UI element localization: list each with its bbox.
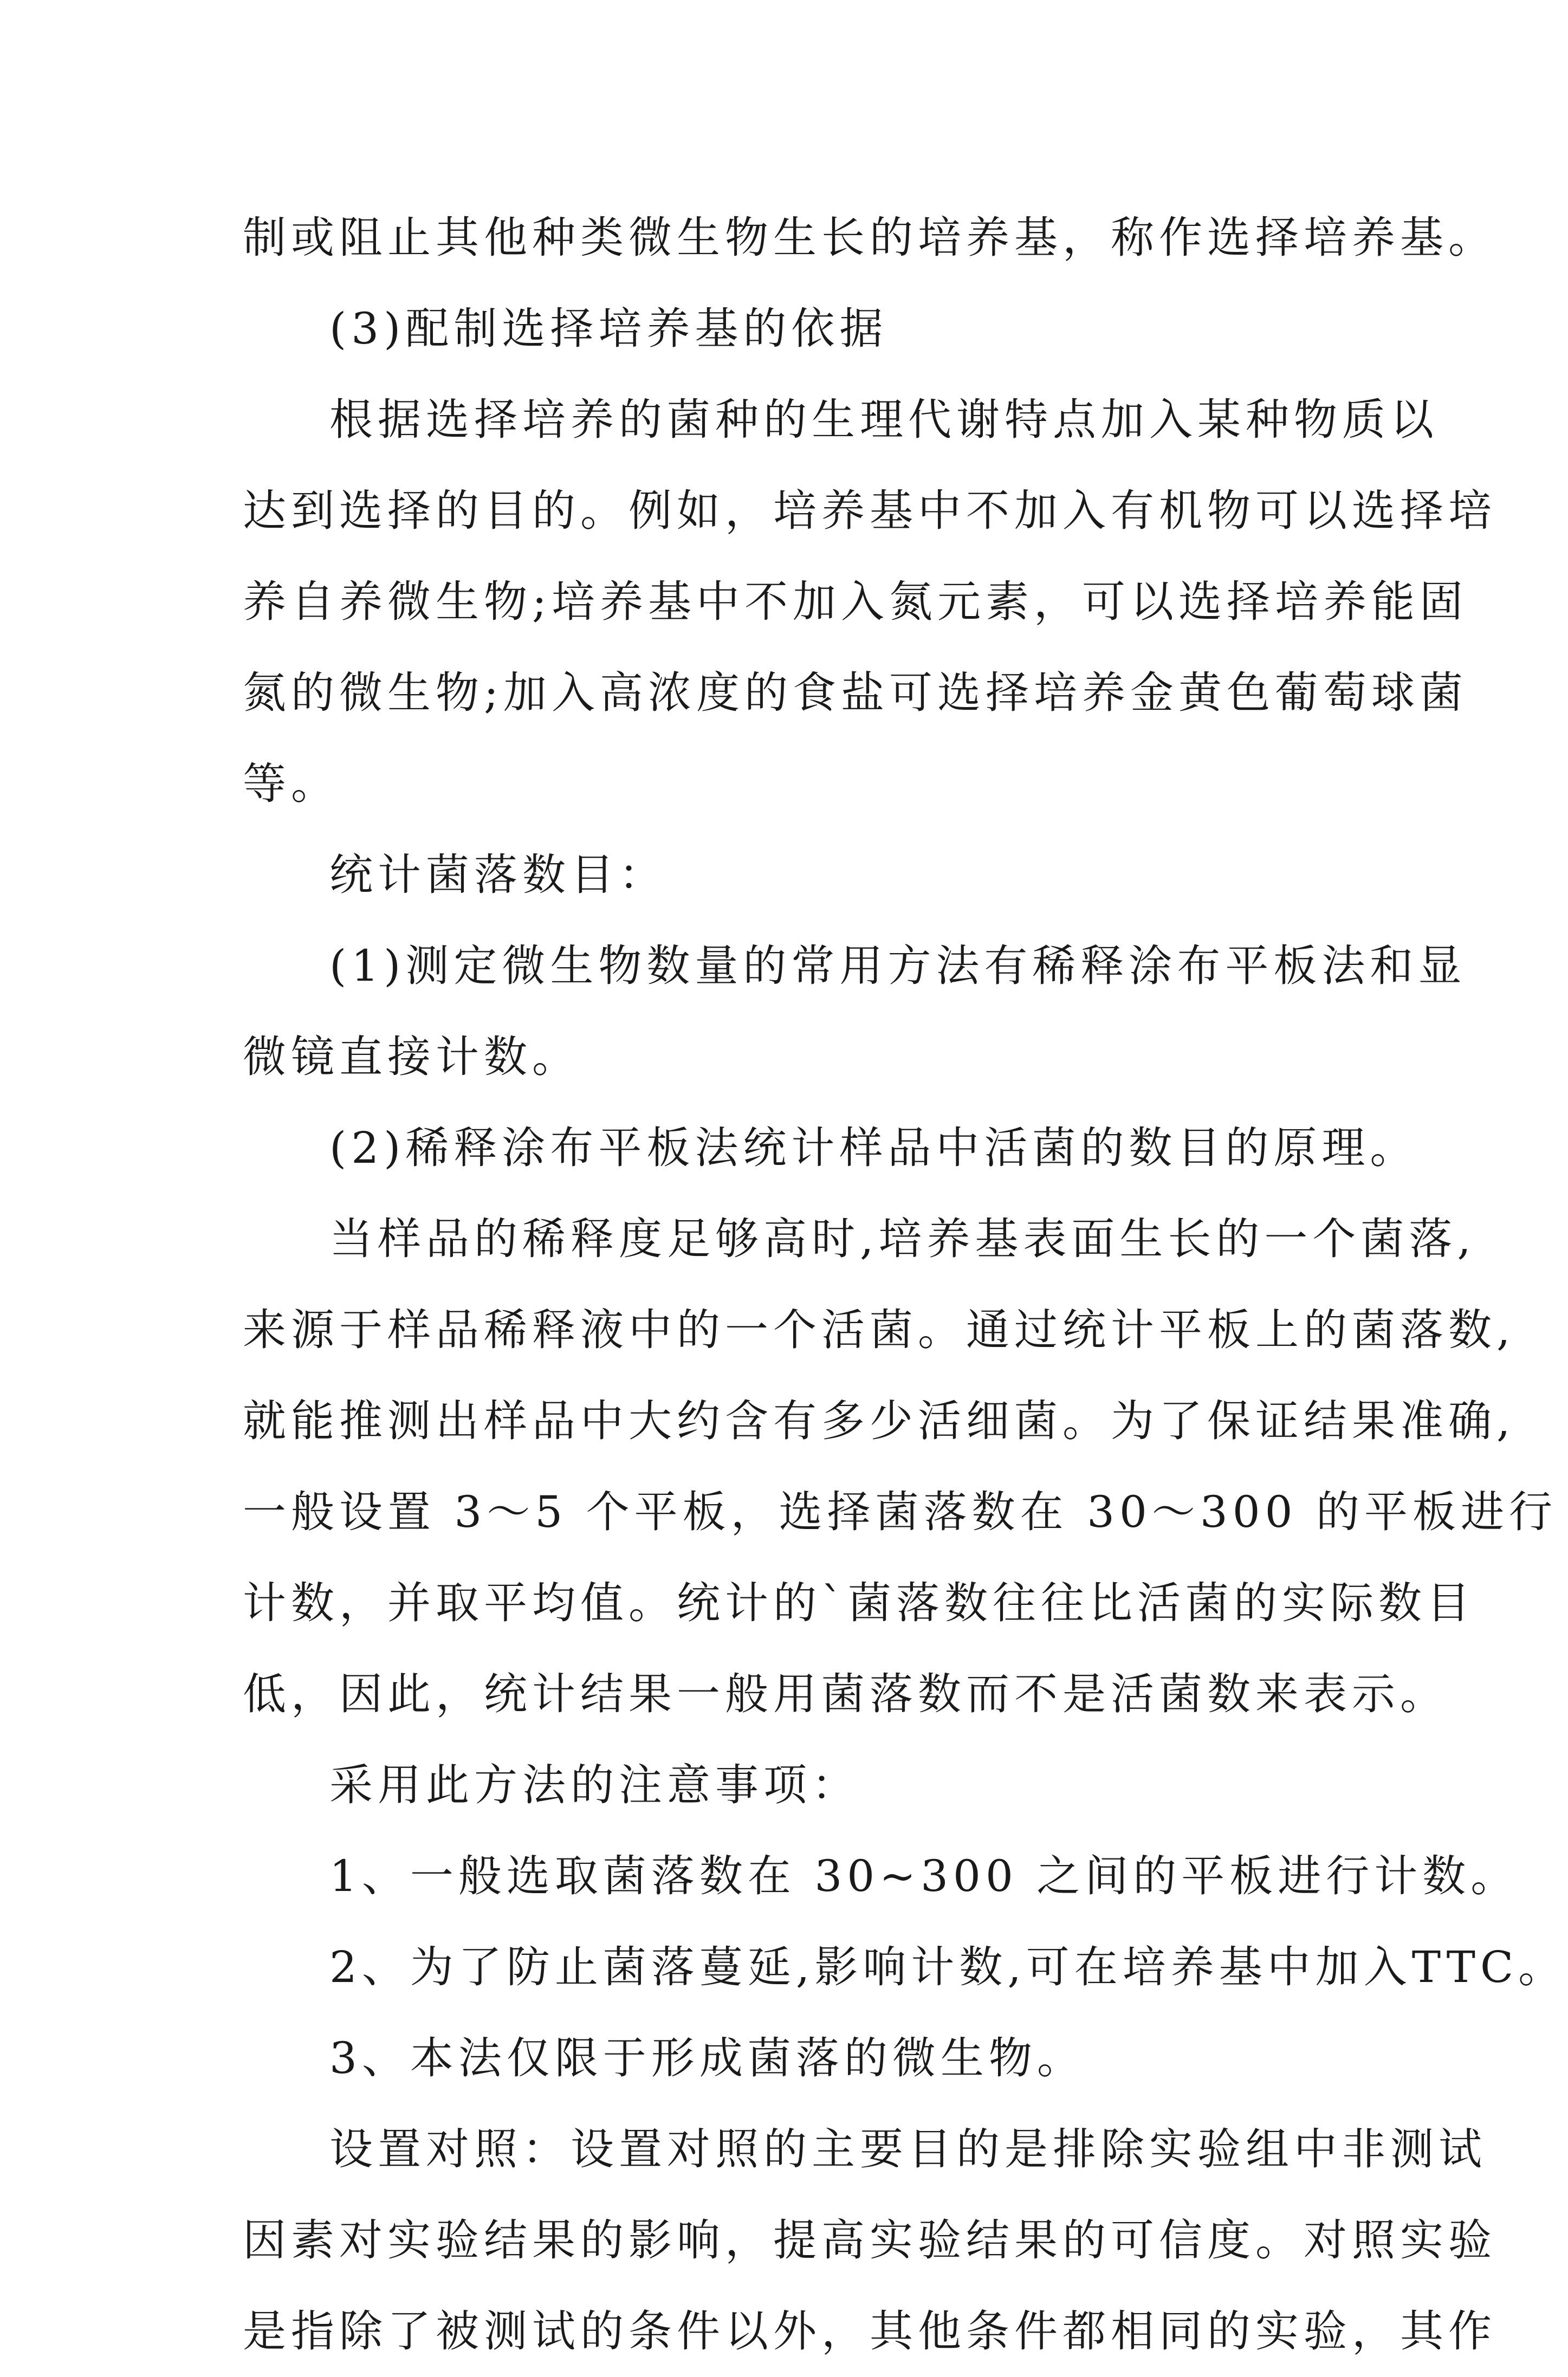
text-line: 一般设置 3～5 个平板，选择菌落数在 30～300 的平板进行 [243, 1487, 1558, 1537]
text-line: 根据选择培养的菌种的生理代谢特点加入某种物质以 [329, 394, 1439, 445]
text-line: 是指除了被测试的条件以外，其他条件都相同的实验，其作 [243, 2306, 1496, 2356]
text-line: 来源于样品稀释液中的一个活菌。通过统计平板上的菌落数, [243, 1305, 1515, 1355]
list-item: 1、一般选取菌落数在 30~300 之间的平板进行计数。 [329, 1851, 1519, 1901]
text-line: 低，因此，统计结果一般用菌落数而不是活菌数来表示。 [243, 1669, 1448, 1719]
text-line: 计数，并取平均值。统计的`菌落数往往比活菌的实际数目 [243, 1578, 1475, 1628]
text-line: 微镜直接计数。 [243, 1032, 580, 1082]
section-heading-notes: 采用此方法的注意事项： [329, 1760, 860, 1810]
text-line: 当样品的稀释度足够高时,培养基表面生长的一个菌落, [329, 1214, 1476, 1264]
text-line: 就能推测出样品中大约含有多少活细菌。为了保证结果准确, [243, 1396, 1515, 1446]
list-item: 2、为了防止菌落蔓延,影响计数,可在培养基中加入TTC。 [329, 1942, 1567, 1992]
text-line: 达到选择的目的。例如，培养基中不加入有机物可以选择培 [243, 485, 1496, 536]
text-line: (1)测定微生物数量的常用方法有稀释涂布平板法和显 [329, 941, 1467, 991]
text-line: 因素对实验结果的影响，提高实验结果的可信度。对照实验 [243, 2215, 1496, 2265]
text-line: 制或阻止其他种类微生物生长的培养基，称作选择培养基。 [243, 212, 1496, 263]
text-line: 设置对照：设置对照的主要目的是排除实验组中非测试 [329, 2124, 1487, 2174]
text-line: 养自养微生物;培养基中不加入氮元素，可以选择培养能固 [243, 577, 1468, 627]
document-body [243, 192, 1567, 2377]
section-heading-2: (2)稀释涂布平板法统计样品中活菌的数目的原理。 [329, 1123, 1418, 1173]
section-heading-colony-count: 统计菌落数目： [329, 850, 667, 900]
text-line: 等。 [243, 759, 339, 809]
list-item: 3、本法仅限于形成菌落的微生物。 [329, 2033, 1085, 2083]
text-line: 氮的微生物;加入高浓度的食盐可选择培养金黄色葡萄球菌 [243, 668, 1468, 718]
section-heading-3: (3)配制选择培养基的依据 [329, 303, 888, 354]
